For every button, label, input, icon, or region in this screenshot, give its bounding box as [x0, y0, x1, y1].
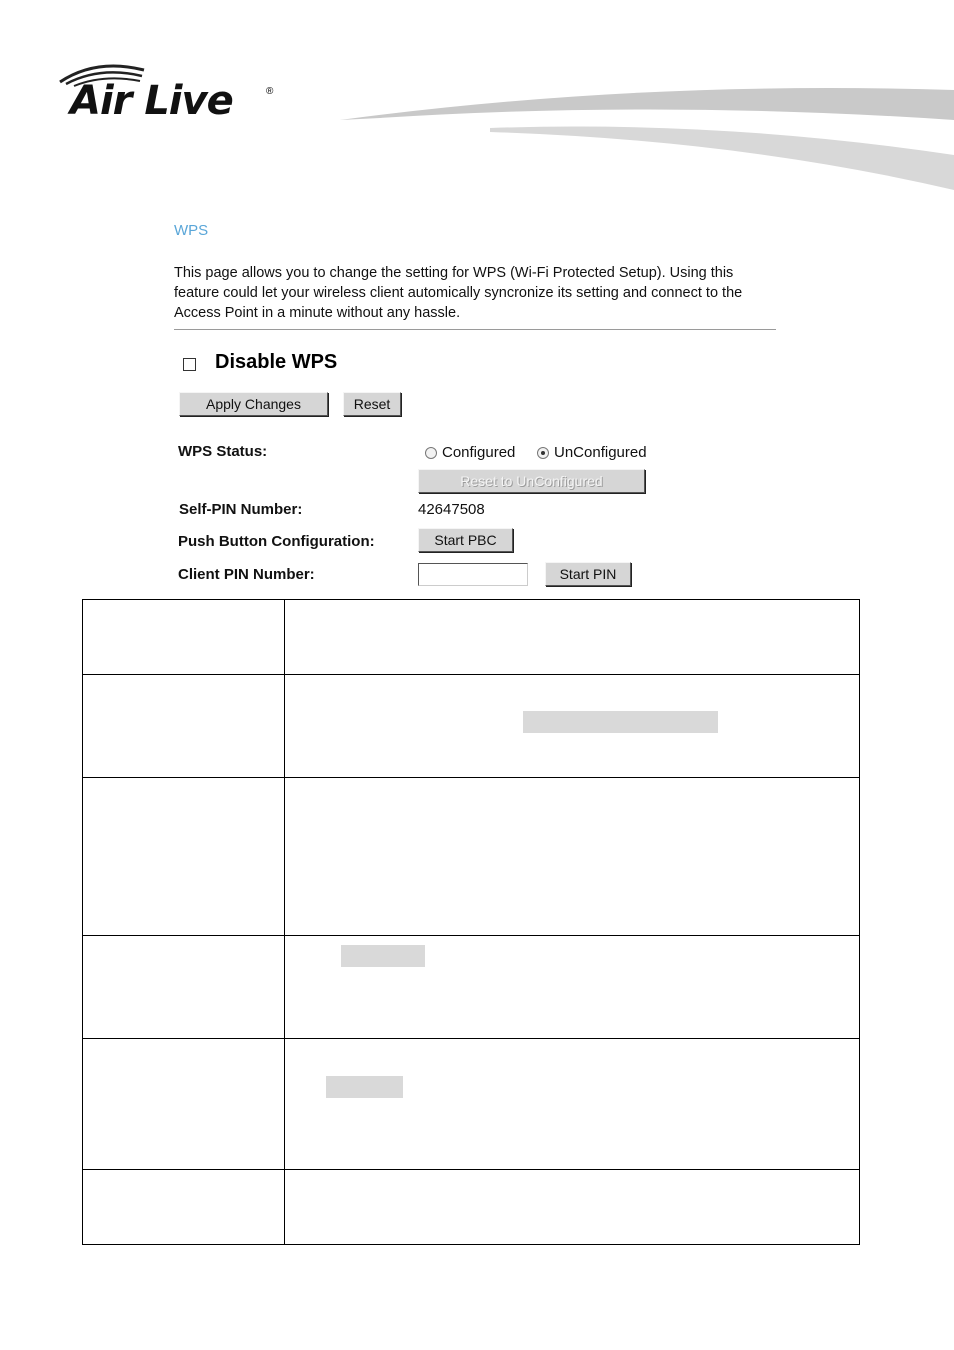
table-cell [83, 675, 285, 778]
start-pbc-button[interactable]: Start PBC [418, 528, 513, 552]
table-cell [285, 675, 860, 778]
panel-description: This page allows you to change the setting for WPS (Wi-Fi Protected Setup). Using this feature could let your wireless client automically syncronize its setting and connect to the Access Point in a minute without any hassle. [174, 265, 743, 321]
table-cell [83, 778, 285, 936]
reset-to-unconfigured-button[interactable]: Reset to UnConfigured [418, 469, 645, 493]
pbc-label: Push Button Configuration: [178, 533, 375, 550]
status-configured-label: Configured [442, 444, 516, 461]
table-cell [83, 1039, 285, 1170]
reset-button[interactable]: Reset [343, 392, 401, 416]
table-cell [83, 936, 285, 1039]
self-pin-value: 42647508 [418, 501, 485, 518]
table-cell [285, 936, 860, 1039]
wps-status-label: WPS Status: [178, 443, 268, 460]
table-cell [285, 600, 860, 675]
logo-text: Air Live [70, 78, 233, 124]
highlight-mark [326, 1076, 403, 1098]
table-row [83, 936, 860, 1039]
registered-mark: ® [266, 86, 274, 97]
page-header [0, 0, 954, 200]
highlight-mark [341, 945, 425, 967]
wps-settings-panel [165, 213, 785, 593]
table-cell [285, 1170, 860, 1245]
table-row [83, 1039, 860, 1170]
airlive-logo [56, 60, 286, 130]
disable-wps-checkbox[interactable] [183, 358, 196, 371]
table-row [83, 675, 860, 778]
table-cell [285, 778, 860, 936]
table-cell [83, 600, 285, 675]
table-cell [285, 1039, 860, 1170]
highlight-mark [523, 711, 718, 733]
apply-changes-button[interactable]: Apply Changes [179, 392, 328, 416]
table-cell [83, 1170, 285, 1245]
status-unconfigured-radio[interactable] [537, 447, 549, 459]
table-row [83, 778, 860, 936]
table-row [83, 600, 860, 675]
disable-wps-label: Disable WPS [215, 351, 338, 373]
client-pin-label: Client PIN Number: [178, 566, 315, 583]
client-pin-input[interactable] [418, 563, 528, 586]
table-row [83, 1170, 860, 1245]
start-pin-button[interactable]: Start PIN [545, 562, 631, 586]
divider [174, 329, 776, 330]
panel-title: WPS [174, 222, 209, 239]
status-unconfigured-label: UnConfigured [554, 444, 647, 461]
header-swoosh-decoration [340, 80, 954, 200]
self-pin-label: Self-PIN Number: [179, 501, 303, 518]
description-table [82, 599, 860, 1245]
status-configured-radio[interactable] [425, 447, 437, 459]
